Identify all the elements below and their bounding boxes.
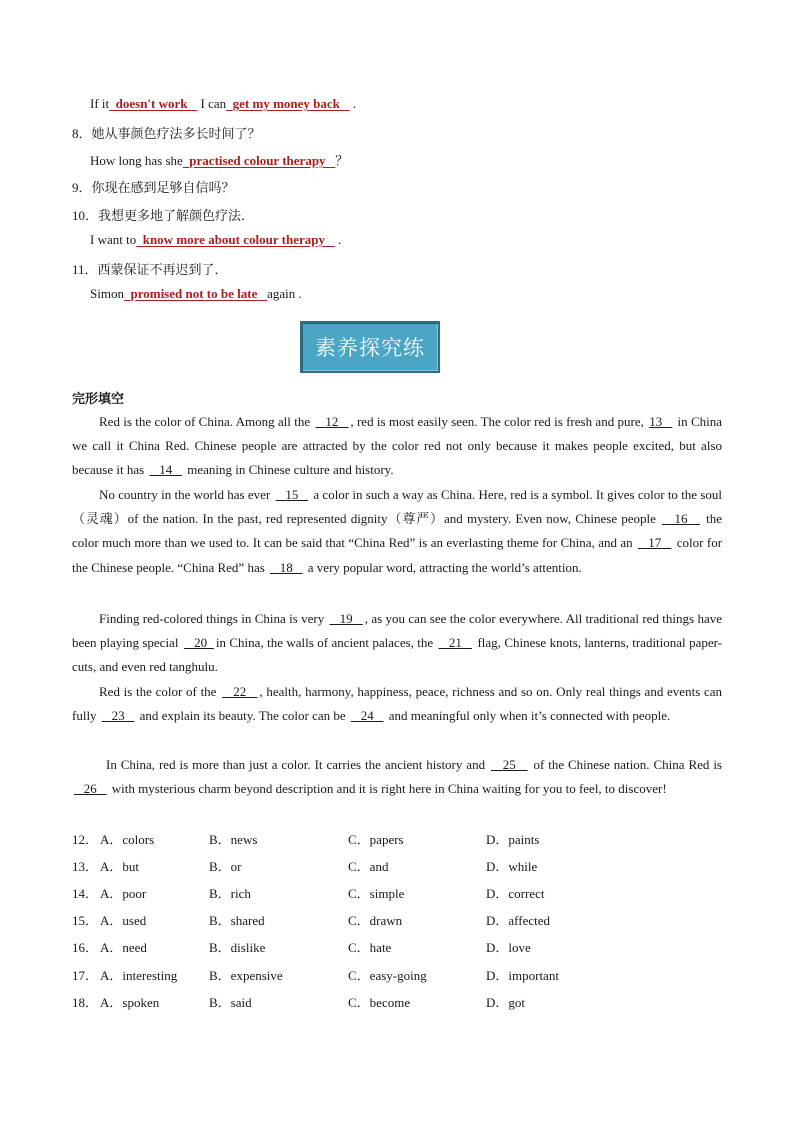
answer-text: promised not to be late bbox=[130, 286, 258, 301]
exercise-answer-line: Simon promised not to be late again . bbox=[90, 286, 302, 301]
section-title: 完形填空 bbox=[72, 392, 125, 407]
blank: 25 bbox=[502, 757, 516, 772]
exercise-prompt: 10．我想更多地了解颜色疗法． bbox=[72, 208, 255, 223]
blank: 12 bbox=[325, 414, 339, 429]
answer-text: doesn't work bbox=[115, 96, 188, 111]
answer-text: practised colour therapy bbox=[189, 153, 326, 168]
passage-paragraph-2: No country in the world has ever 15 a color in such a way as China. Here, red is a symbol. It gives color to the soul（灵魂）of the nation. In the past, red represented dignity（尊严）and mystery. Even now, Chinese people 16 the color much more than we used to. It can be said that “China Red” is an everlasting theme for China, and an 17 color for the Chinese people. “China Red” has 18 a very popular word, attracting the world’s attention. bbox=[72, 487, 723, 575]
blank: 20 bbox=[194, 635, 208, 651]
passage-paragraph-3: Finding red-colored things in China is very 19 , as you can see the color everywhere. All traditional red things have been playing special 20 in China, the walls of ancient palaces, the 21 flag, Chinese knots, lanterns, traditional paper-cuts, and even red tanghulu. bbox=[72, 611, 723, 675]
blank: 13 bbox=[649, 414, 663, 429]
blank: 16 bbox=[674, 511, 688, 527]
answer-text: know more about colour therapy bbox=[142, 232, 325, 247]
sentence-text: If it bbox=[90, 96, 110, 111]
exercise-answer-line: I want to know more about colour therapy . bbox=[90, 232, 342, 247]
blank: 21 bbox=[448, 635, 462, 651]
blank: 24 bbox=[360, 708, 374, 724]
answer-text: get my money back bbox=[232, 96, 340, 111]
blank: 14 bbox=[159, 462, 173, 478]
blank: 26 bbox=[83, 781, 97, 797]
exercise-prompt: 11．西蒙保证不再迟到了． bbox=[72, 262, 228, 277]
passage-paragraph-5: In China, red is more than just a color. It carries the ancient history and 25 of the Chinese nation. China Red is 26 with mysterious charm beyond description and it is right here in China waiting for you to feel, to discover! bbox=[72, 753, 722, 801]
blank: 22 bbox=[233, 684, 247, 699]
blank: 18 bbox=[279, 559, 293, 575]
exercise-prompt: 9．你现在感到足够自信吗？ bbox=[72, 180, 235, 195]
sentence-text: I can bbox=[197, 96, 227, 111]
exercise-answer-line: How long has she practised colour therapy ？ bbox=[90, 153, 349, 168]
exercise-prompt: 8．她从事颜色疗法多长时间了？ bbox=[72, 126, 261, 141]
blank: 23 bbox=[111, 708, 125, 724]
passage-paragraph-4: Red is the color of the 22 , health, harmony, happiness, peace, richness and so on. Only real things and events can fully 23 and explain its beauty. The color can be 24 and meaningful only when it’s connected with people. bbox=[72, 684, 722, 724]
passage-paragraph-1: Red is the color of China. Among all the 12 , red is most easily seen. The color red is fresh and pure, 13 in China we call it China Red. Chinese people are attracted by the color red not only because it makes people excited, but also because it has 14 meaning in Chinese culture and history. bbox=[72, 414, 723, 478]
section-banner: 素养探究练 bbox=[300, 321, 440, 373]
exercise-answer-line: If it doesn't work I can get my money back . bbox=[90, 96, 357, 111]
blank: 19 bbox=[339, 611, 353, 626]
blank: 15 bbox=[285, 487, 299, 502]
blank: 17 bbox=[648, 535, 662, 551]
